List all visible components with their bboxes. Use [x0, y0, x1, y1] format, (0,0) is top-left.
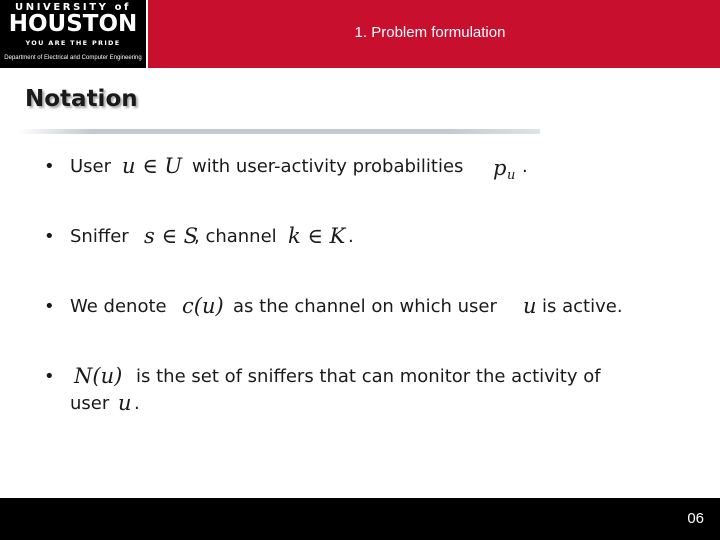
logo-university-text: UNIVERSITY of: [15, 2, 131, 13]
bullet-text: as the channel on which user: [233, 296, 497, 317]
bullet-text: with user-activity probabilities: [192, 156, 464, 177]
bullet-text: .: [348, 226, 354, 247]
bullet-text: is the set of sniffers that can monitor the activity of: [136, 366, 601, 387]
math-user: u: [118, 391, 132, 415]
bullet-text: We denote: [70, 296, 167, 317]
bullet-text: user: [70, 393, 110, 414]
bullet-marker: •: [44, 156, 55, 177]
bullet-marker: •: [44, 366, 55, 387]
bullet-text: .: [522, 156, 528, 177]
bullet-item-sniffer: [44, 224, 684, 294]
logo-tagline: YOU ARE THE PRIDE: [25, 39, 121, 47]
math-sniffer-set: s ∈ S: [144, 224, 199, 248]
header-band: [0, 0, 720, 68]
math-probability-subscript: u: [507, 168, 516, 183]
footer-band: [0, 498, 720, 540]
bullet-text: , channel: [194, 226, 277, 247]
bullet-list: [44, 154, 684, 434]
university-logo: [0, 0, 148, 68]
department-label: Department of Electrical and Computer Engineering: [4, 55, 142, 61]
bullet-item-user: [44, 154, 684, 224]
page-number: 06: [687, 510, 704, 527]
bullet-item-denote: [44, 294, 684, 364]
bullet-text: is active.: [542, 296, 623, 317]
math-sniffer-neighborhood: N(u): [74, 364, 123, 388]
slide-heading: Notation: [25, 86, 138, 112]
math-channel-function: c(u): [182, 294, 224, 318]
math-user-set: u ∈ U: [122, 154, 183, 178]
bullet-text: .: [134, 393, 140, 414]
bullet-marker: •: [44, 296, 55, 317]
math-user: u: [523, 294, 537, 318]
section-title: 1. Problem formulation: [354, 24, 506, 41]
heading-underline: [18, 129, 540, 134]
bullet-marker: •: [44, 226, 55, 247]
bullet-text: Sniffer: [70, 226, 129, 247]
bullet-text: User: [70, 156, 112, 177]
math-probability: p: [493, 156, 507, 180]
logo-houston-text: HOUSTON: [8, 11, 138, 37]
bullet-item-sniffer-set: [44, 364, 684, 434]
math-channel-set: k ∈ K: [288, 224, 346, 248]
